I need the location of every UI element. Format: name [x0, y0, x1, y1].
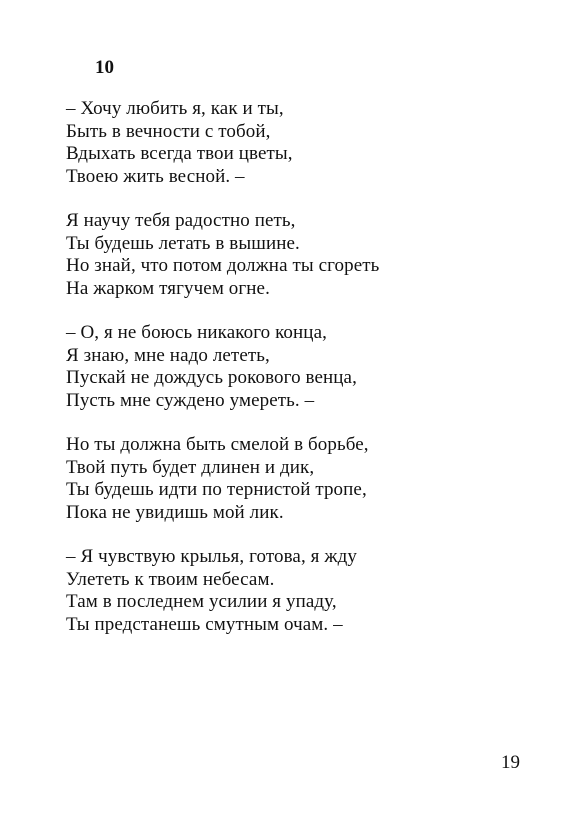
poem-line: Я знаю, мне надо лететь,	[66, 344, 270, 366]
poem-line: Там в последнем усилии я упаду,	[66, 591, 337, 612]
poem-line: Пусть мне суждено умереть. –	[66, 389, 315, 411]
stanza-5	[66, 546, 546, 636]
poem-number: 10	[95, 57, 114, 78]
page-number: 19	[501, 752, 520, 773]
poem-line: Пока не увидишь мой лик.	[66, 501, 284, 523]
poem-line: Но знай, что потом должна ты сгореть	[66, 255, 380, 276]
poem-line: Я научу тебя радостно петь,	[66, 210, 296, 231]
poem-line: Быть в вечности с тобой,	[66, 120, 271, 142]
poem-line: Вдыхать всегда твои цветы,	[66, 143, 293, 164]
poem-line: Улететь к твоим небесам.	[66, 568, 275, 590]
poem-line: На жарком тягучем огне.	[66, 277, 270, 299]
poem-body	[66, 98, 546, 658]
stanza-3	[66, 322, 546, 412]
stanza-1	[66, 98, 546, 188]
poem-line: – О, я не боюсь никакого конца,	[66, 322, 327, 343]
stanza-2	[66, 210, 546, 300]
poem-line: Ты будешь идти по тернистой тропе,	[66, 479, 367, 500]
poem-line: – Я чувствую крылья, готова, я жду	[66, 546, 357, 567]
poem-line: Ты предстанешь смутным очам. –	[66, 613, 343, 635]
stanza-4	[66, 434, 546, 524]
poem-line: Но ты должна быть смелой в борьбе,	[66, 434, 369, 455]
poem-line: Твой путь будет длинен и дик,	[66, 456, 315, 478]
poem-line: Твоею жить весной. –	[66, 165, 245, 187]
poem-line: – Хочу любить я, как и ты,	[66, 98, 284, 119]
poem-line: Пускай не дождусь рокового венца,	[66, 367, 357, 388]
poem-line: Ты будешь летать в вышине.	[66, 232, 300, 254]
